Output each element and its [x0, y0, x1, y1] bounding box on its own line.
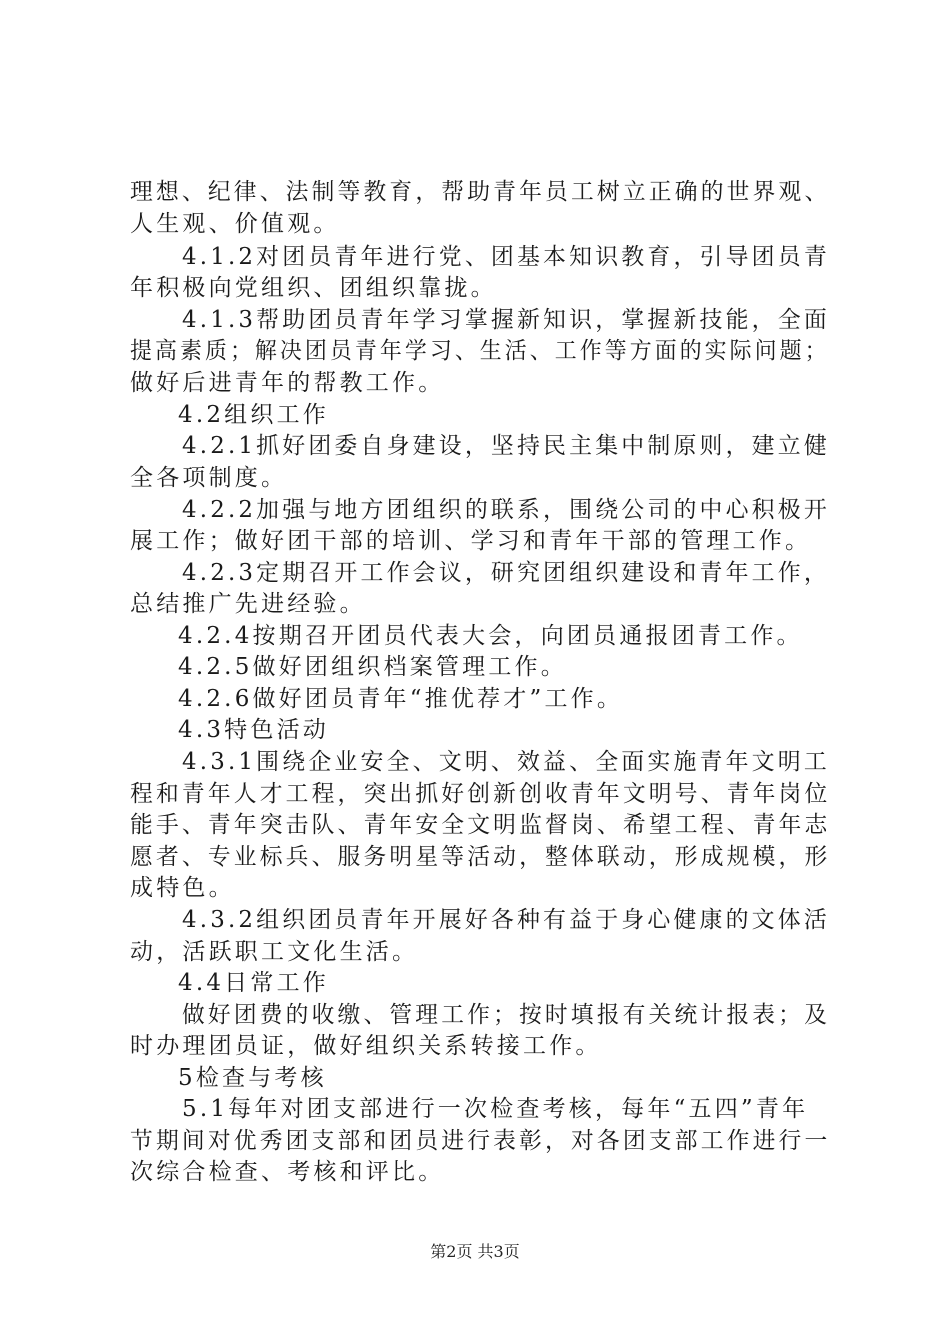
body-text-line: 4.2.6做好团员青年“推优荐才”工作。 [178, 686, 624, 712]
body-text-line: 做好后进青年的帮教工作。 [130, 370, 445, 396]
body-text-line: 4.2.5做好团组织档案管理工作。 [178, 654, 567, 680]
body-text-line: 总结推广先进经验。 [130, 591, 366, 617]
body-text-line: 动，活跃职工文化生活。 [130, 939, 419, 965]
body-text-line: 愿者、专业标兵、服务明星等活动，整体联动，形成规模，形 [130, 844, 831, 870]
body-text-line: 提高素质；解决团员青年学习、生活、工作等方面的实际问题； [130, 338, 830, 364]
page-footer: 第2页 共3页 [430, 1242, 520, 1261]
body-text-line: 时办理团员证，做好组织关系转接工作。 [130, 1033, 602, 1059]
body-text-line: 人生观、价值观。 [130, 211, 340, 237]
body-text-line: 4.2.2加强与地方团组织的联系，围绕公司的中心积极开 [182, 497, 830, 523]
body-text-line: 年积极向党组织、团组织靠拢。 [130, 275, 497, 301]
body-text-line: 4.2.4按期召开团员代表大会，向团员通报团青工作。 [178, 623, 803, 649]
body-text-line: 4.3.2组织团员青年开展好各种有益于身心健康的文体活 [182, 907, 830, 933]
body-text-line: 程和青年人才工程，突出抓好创新创收青年文明号、青年岗位 [130, 781, 831, 807]
section-heading: 5检查与考核 [178, 1065, 327, 1091]
body-text-line: 节期间对优秀团支部和团员进行表彰，对各团支部工作进行一 [130, 1128, 831, 1154]
body-text-line: 4.1.3帮助团员青年学习掌握新知识，掌握新技能，全面 [182, 307, 830, 333]
section-heading: 4.4日常工作 [178, 970, 329, 996]
section-heading: 4.3特色活动 [178, 717, 329, 743]
body-text-line: 4.2.3定期召开工作会议，研究团组织建设和青年工作， [182, 560, 830, 586]
body-text-line: 4.1.2对团员青年进行党、团基本知识教育，引导团员青 [182, 244, 830, 270]
body-text-line: 全各项制度。 [130, 465, 288, 491]
section-heading: 4.2组织工作 [178, 402, 329, 428]
body-text-line: 做好团费的收缴、管理工作；按时填报有关统计报表；及 [182, 1002, 830, 1028]
body-text-line: 展工作；做好团干部的培训、学习和青年干部的管理工作。 [130, 528, 812, 554]
body-text-line: 理想、纪律、法制等教育，帮助青年员工树立正确的世界观、 [130, 179, 831, 205]
body-text-line: 能手、青年突击队、青年安全文明监督岗、希望工程、青年志 [130, 812, 831, 838]
body-text-line: 4.2.1抓好团委自身建设，坚持民主集中制原则，建立健 [182, 433, 830, 459]
body-text-line: 成特色。 [130, 875, 235, 901]
body-text-line: 5.1每年对团支部进行一次检查考核，每年“五四”青年 [182, 1096, 809, 1122]
body-text-line: 次综合检查、考核和评比。 [130, 1159, 445, 1185]
body-text-line: 4.3.1围绕企业安全、文明、效益、全面实施青年文明工 [182, 749, 830, 775]
